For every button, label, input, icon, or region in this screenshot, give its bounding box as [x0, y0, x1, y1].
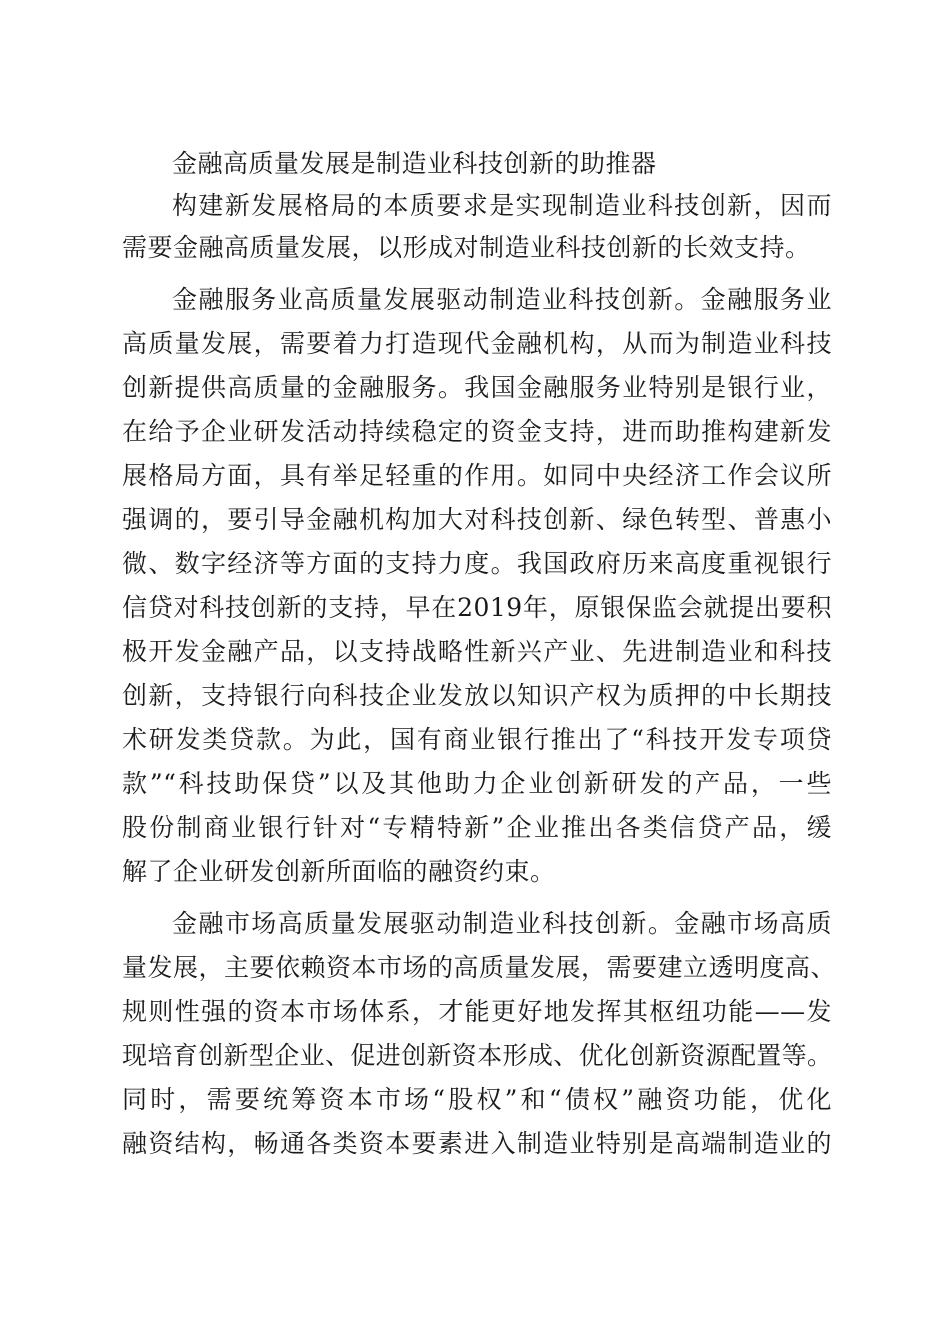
paragraph-line: 现培育创新型企业、促进创新资本形成、优化创新资源配置等。 [122, 1041, 832, 1070]
paragraph-line: 构建新发展格局的本质要求是实现制造业科技创新，因而 [172, 191, 832, 220]
paragraph-line: 同时，需要统筹资本市场“股权”和“债权”融资功能，优化 [122, 1085, 832, 1114]
paragraph-line: 股份制商业银行针对“专精特新”企业推出各类信贷产品，缓 [122, 813, 832, 842]
paragraph-line: 信贷对科技创新的支持，早在2019年，原银保监会就提出要积 [122, 593, 832, 622]
paragraph-line: 规则性强的资本市场体系，才能更好地发挥其枢纽功能——发 [122, 997, 832, 1026]
paragraph-line: 展格局方面，具有举足轻重的作用。如同中央经济工作会议所 [122, 461, 832, 490]
paragraph-line: 创新提供高质量的金融服务。我国金融服务业特别是银行业， [122, 373, 832, 402]
paragraph-line: 在给予企业研发活动持续稳定的资金支持，进而助推构建新发 [122, 417, 832, 446]
document-title: 金融高质量发展是制造业科技创新的助推器 [172, 149, 657, 178]
paragraph-line: 需要金融高质量发展，以形成对制造业科技创新的长效支持。 [122, 233, 811, 262]
paragraph-line: 款”“科技助保贷”以及其他助力企业创新研发的产品，一些 [122, 769, 832, 798]
paragraph-line: 创新，支持银行向科技企业发放以知识产权为质押的中长期技 [122, 681, 832, 710]
paragraph-line: 高质量发展，需要着力打造现代金融机构，从而为制造业科技 [122, 329, 832, 358]
paragraph-line: 微、数字经济等方面的支持力度。我国政府历来高度重视银行 [122, 549, 832, 578]
paragraph-line: 融资结构，畅通各类资本要素进入制造业特别是高端制造业的 [122, 1129, 832, 1158]
paragraph-line: 强调的，要引导金融机构加大对科技创新、绿色转型、普惠小 [122, 505, 832, 534]
paragraph-line: 解了企业研发创新所面临的融资约束。 [122, 857, 556, 886]
paragraph-line: 术研发类贷款。为此，国有商业银行推出了“科技开发专项贷 [122, 725, 832, 754]
paragraph-line: 金融市场高质量发展驱动制造业科技创新。金融市场高质 [172, 909, 832, 938]
paragraph-line: 极开发金融产品，以支持战略性新兴产业、先进制造业和科技 [122, 637, 832, 666]
paragraph-line: 量发展，主要依赖资本市场的高质量发展，需要建立透明度高、 [122, 953, 837, 982]
paragraph-line: 金融服务业高质量发展驱动制造业科技创新。金融服务业 [172, 285, 832, 314]
